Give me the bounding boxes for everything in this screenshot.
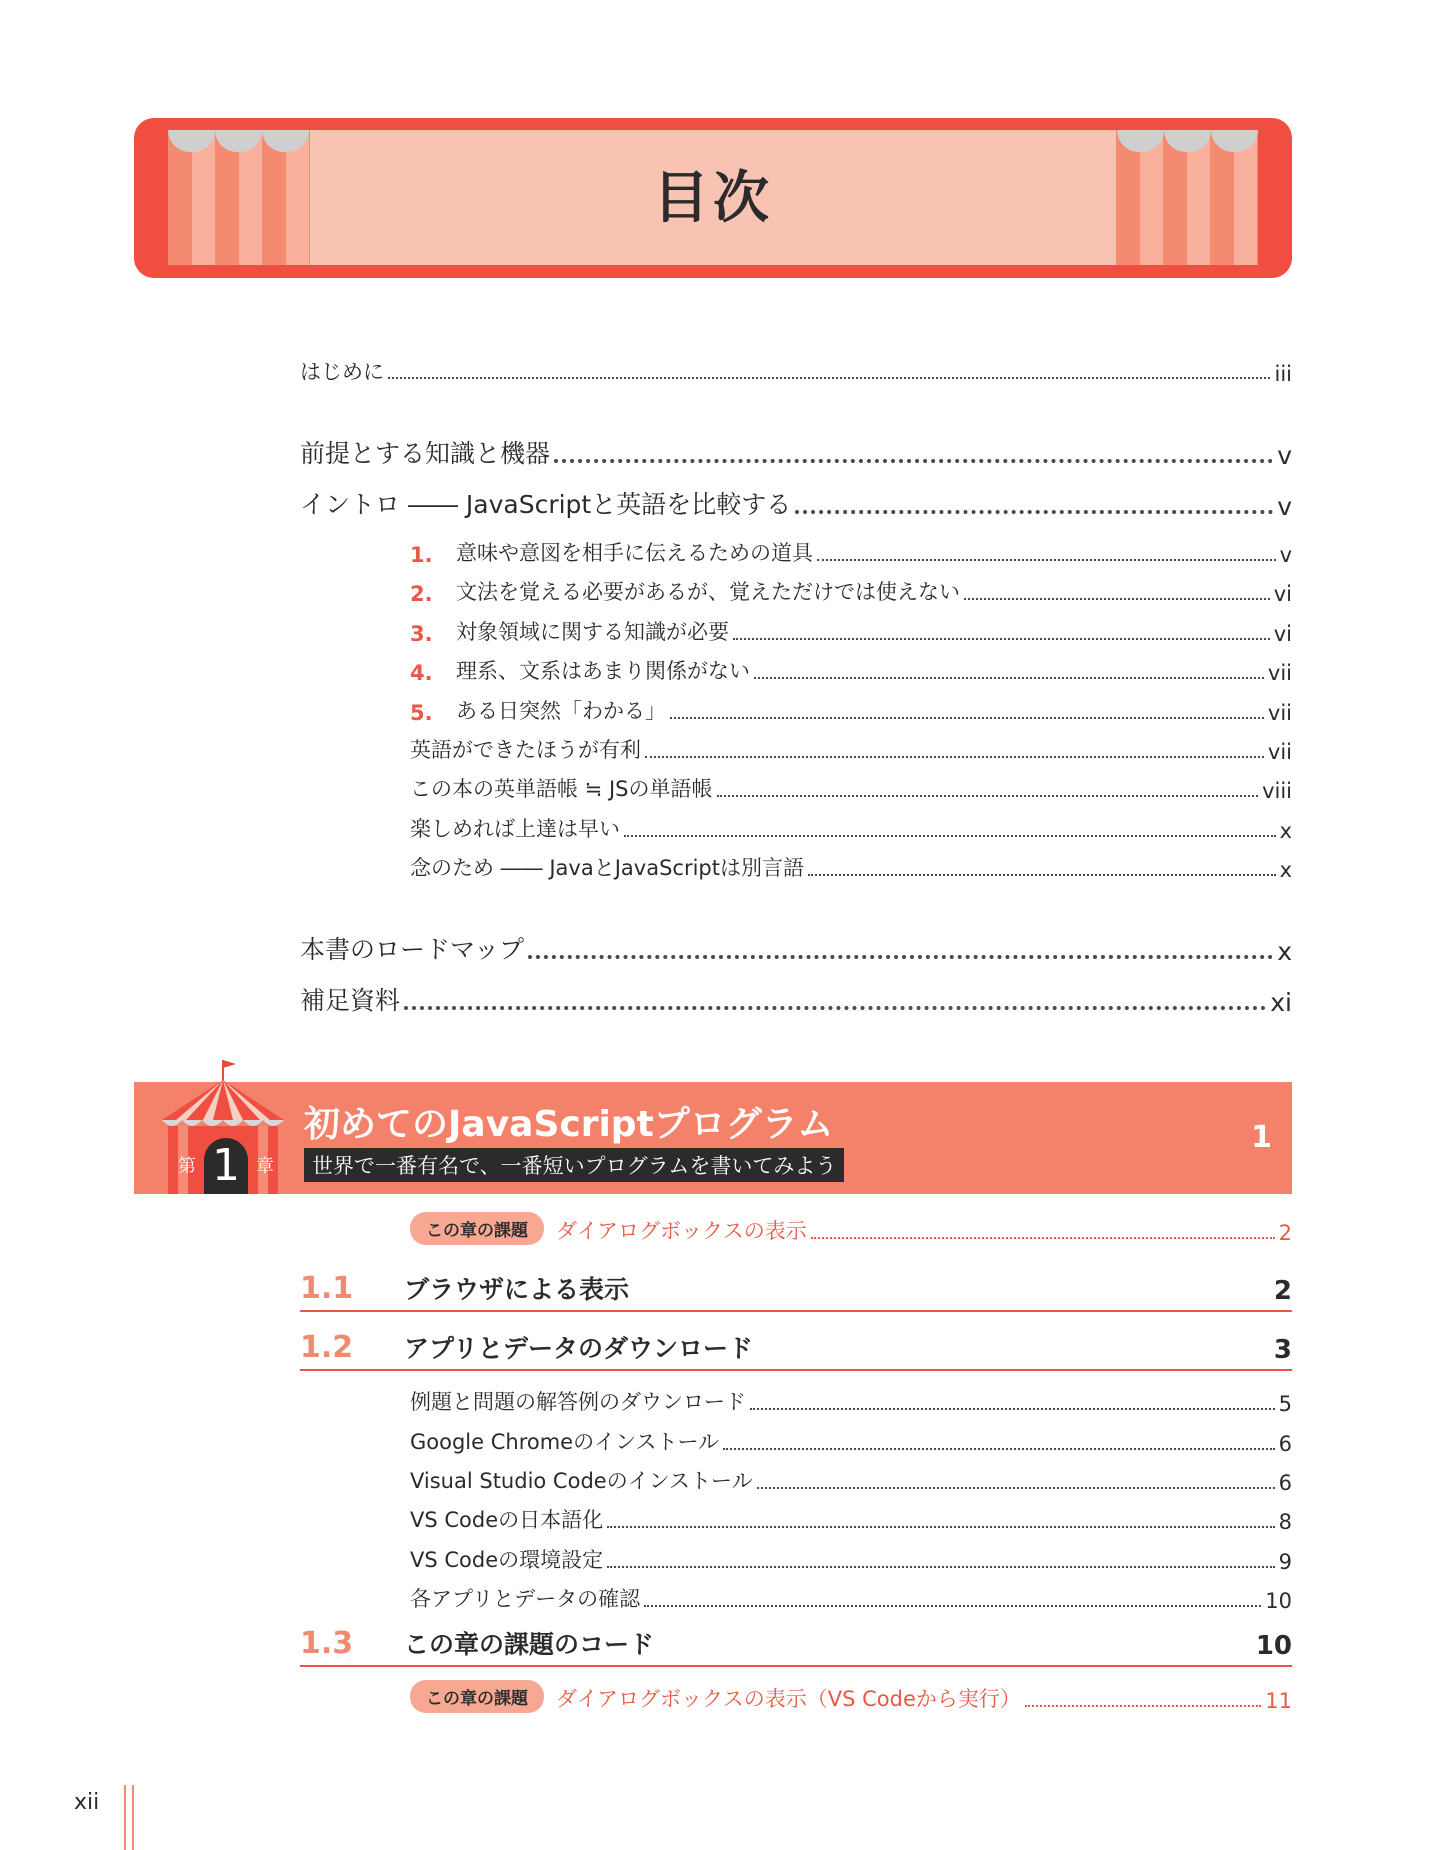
right-valance [1117, 130, 1258, 154]
toc-entry-label: 念のため ―― JavaとJavaScriptは別言語 [410, 856, 804, 880]
toc-page-number: 11 [1265, 1689, 1292, 1713]
chapter-prefix: 第 [178, 1156, 196, 1177]
left-valance [168, 130, 309, 154]
toc-entry-label: 対象領域に関する知識が必要 [456, 620, 729, 644]
toc-page-number: 10 [1265, 1589, 1292, 1613]
toc-page-number: v [1277, 441, 1292, 470]
page-title: 目次 [653, 166, 773, 231]
toc-entry-sub[interactable] [410, 1426, 1292, 1456]
toc-entry-label: Google Chromeのインストール [410, 1430, 720, 1454]
toc-page-number: iii [1274, 362, 1292, 386]
section-number: 1.1 [300, 1271, 354, 1306]
dot-leader [717, 795, 1259, 797]
toc-entry-supplement[interactable] [300, 981, 1292, 1017]
toc-entry-label: 理系、文系はあまり関係がない [456, 659, 750, 683]
dot-leader [723, 1448, 1275, 1450]
section-heading-1-2[interactable] [300, 1331, 1292, 1371]
toc-entry-prerequisites[interactable] [300, 434, 1292, 470]
dot-leader [964, 598, 1270, 600]
toc-entry-sub[interactable] [410, 1504, 1292, 1534]
chapter-title: 初めてのJavaScriptプログラム [304, 1104, 834, 1145]
dot-leader [554, 459, 1273, 463]
toc-page-number: x [1279, 858, 1292, 882]
toc-entry-numbered[interactable] [410, 576, 1292, 606]
toc-banner [134, 118, 1292, 278]
toc-page-number: 8 [1278, 1510, 1292, 1534]
dot-leader [404, 1006, 1266, 1010]
toc-entry-intro[interactable] [300, 485, 1292, 521]
toc-entry-preface[interactable] [300, 356, 1292, 386]
section-title: アプリとデータのダウンロード [404, 1334, 754, 1363]
chapter-number-badge [178, 1134, 274, 1194]
toc-entry-sub[interactable] [410, 773, 1292, 803]
toc-page-number: 6 [1278, 1432, 1292, 1456]
dot-leader [624, 835, 1276, 837]
toc-entry-sub[interactable] [410, 1386, 1292, 1416]
item-number: 1. [410, 543, 433, 567]
item-number: 2. [410, 582, 433, 606]
dot-leader [754, 677, 1264, 679]
toc-entry-roadmap[interactable] [300, 930, 1292, 966]
toc-page-number: vi [1273, 582, 1292, 606]
toc-entry-numbered[interactable] [410, 537, 1292, 567]
toc-entry-sub[interactable] [410, 1583, 1292, 1613]
toc-page-number: vii [1267, 701, 1292, 725]
dot-leader [750, 1408, 1275, 1410]
section-title: ブラウザによる表示 [404, 1275, 630, 1304]
dot-leader [388, 377, 1270, 379]
toc-entry-label: ある日突然「わかる」 [456, 699, 666, 723]
dot-leader [817, 559, 1276, 561]
margin-rule [124, 1785, 134, 1850]
toc-entry-sub[interactable] [410, 852, 1292, 882]
toc-entry-label: VS Codeの環境設定 [410, 1548, 604, 1572]
dot-leader [1025, 1705, 1261, 1707]
toc-entry-label: 補足資料 [300, 986, 401, 1015]
dot-leader [808, 874, 1276, 876]
toc-page-number: 2 [1278, 1221, 1292, 1245]
toc-entry-sub[interactable] [410, 734, 1292, 764]
chapter-1-header[interactable] [134, 1082, 1292, 1194]
chapter-number: 1 [204, 1138, 248, 1194]
chapter-page-number: 1 [1251, 1120, 1272, 1155]
toc-entry-chapter-task[interactable] [410, 1680, 1292, 1713]
toc-entry-label: はじめに [300, 360, 384, 384]
toc-entry-label: 本書のロードマップ [300, 935, 525, 964]
toc-entry-label: 各アプリとデータの確認 [410, 1587, 641, 1611]
dot-leader [670, 717, 1264, 719]
toc-page-number: 5 [1278, 1392, 1292, 1416]
dot-leader [645, 756, 1264, 758]
dot-leader [733, 638, 1270, 640]
chapter-suffix: 章 [256, 1156, 274, 1177]
toc-page-number: 9 [1278, 1550, 1292, 1574]
section-number: 1.3 [300, 1626, 354, 1661]
section-page-number: 10 [1255, 1631, 1292, 1661]
dot-leader [795, 510, 1273, 514]
item-number: 4. [410, 661, 433, 685]
toc-page-number: 6 [1278, 1471, 1292, 1495]
section-heading-1-1[interactable] [300, 1272, 1292, 1312]
section-title: この章の課題のコード [404, 1630, 655, 1659]
dot-leader [607, 1566, 1274, 1568]
toc-entry-label: 英語ができたほうが有利 [410, 738, 641, 762]
toc-entry-label: 意味や意図を相手に伝えるための道具 [456, 541, 813, 565]
dot-leader [757, 1487, 1275, 1489]
toc-page-number: x [1277, 937, 1292, 966]
toc-page-number: viii [1262, 779, 1292, 803]
section-heading-1-3[interactable] [300, 1627, 1292, 1667]
toc-entry-numbered[interactable] [410, 655, 1292, 685]
toc-entry-label: 楽しめれば上達は早い [410, 817, 620, 841]
toc-entry-numbered[interactable] [410, 695, 1292, 725]
dot-leader [607, 1526, 1274, 1528]
chapter-task-badge: この章の課題 [410, 1212, 544, 1245]
toc-page-number: v [1279, 543, 1292, 567]
toc-page-number: xi [1270, 988, 1292, 1017]
toc-entry-label: この本の英単語帳 ≒ JSの単語帳 [410, 777, 713, 801]
toc-entry-numbered[interactable] [410, 616, 1292, 646]
toc-entry-label: 前提とする知識と機器 [300, 439, 551, 468]
section-page-number: 2 [1273, 1276, 1292, 1306]
toc-entry-label: ダイアログボックスの表示 [556, 1219, 807, 1243]
toc-entry-chapter-task[interactable] [410, 1212, 1292, 1245]
toc-entry-label: 文法を覚える必要があるが、覚えただけでは使えない [456, 580, 960, 604]
toc-page-number: vii [1267, 661, 1292, 685]
item-number: 5. [410, 701, 433, 725]
toc-entry-label: Visual Studio Codeのインストール [410, 1469, 753, 1493]
toc-entry-label: VS Codeの日本語化 [410, 1508, 604, 1532]
toc-entry-label: 例題と問題の解答例のダウンロード [410, 1390, 746, 1414]
toc-entry-label: イントロ ―― JavaScriptと英語を比較する [300, 490, 792, 519]
section-page-number: 3 [1273, 1335, 1292, 1365]
page-folio: xii [74, 1790, 100, 1815]
dot-leader [811, 1237, 1275, 1239]
toc-entry-sub[interactable] [410, 813, 1292, 843]
chapter-subtitle: 世界で一番有名で、一番短いプログラムを書いてみよう [304, 1148, 844, 1182]
toc-page-number: v [1277, 492, 1292, 521]
dot-leader [644, 1605, 1261, 1607]
chapter-task-badge: この章の課題 [410, 1680, 544, 1713]
section-number: 1.2 [300, 1330, 354, 1365]
toc-page-number: x [1279, 819, 1292, 843]
toc-entry-sub[interactable] [410, 1465, 1292, 1495]
item-number: 3. [410, 622, 433, 646]
dot-leader [528, 955, 1273, 959]
toc-page-number: vii [1267, 740, 1292, 764]
toc-entry-sub[interactable] [410, 1544, 1292, 1574]
toc-page-number: vi [1273, 622, 1292, 646]
toc-entry-label: ダイアログボックスの表示（VS Codeから実行） [556, 1687, 1021, 1711]
